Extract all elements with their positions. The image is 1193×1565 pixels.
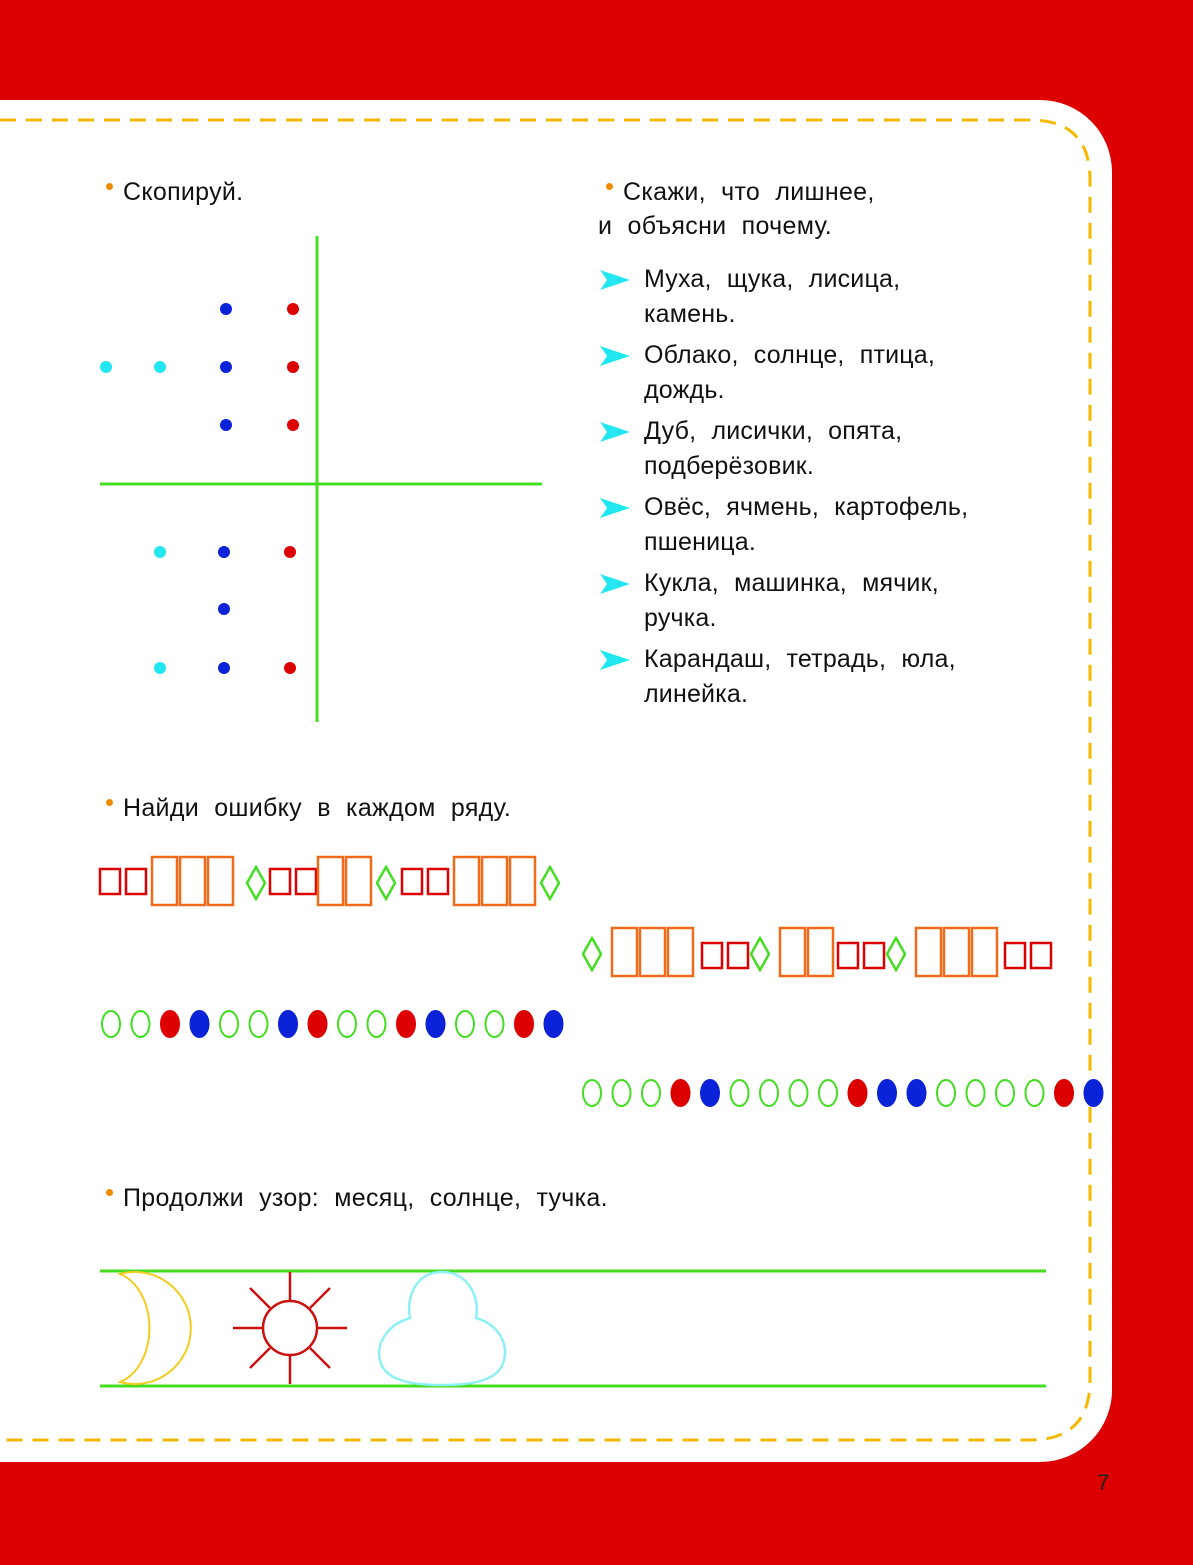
sun-icon <box>233 1272 347 1384</box>
list-item: Кукла, машинка, мячик, ручка. <box>600 566 1040 636</box>
task-mistake-title: Найди ошибку в каждом ряду. <box>106 791 511 825</box>
list-item: Муха, щука, лисица, камень. <box>600 262 1040 332</box>
list-item: Облако, солнце, птица, дождь. <box>600 338 1040 408</box>
list-item: Дуб, лисички, опята, подберёзовик. <box>600 414 1040 484</box>
task-odd-title: Скажи, что лишнее, и объясни почему. <box>598 178 875 240</box>
moon-icon <box>120 1272 191 1384</box>
task-pattern-title: Продолжи узор: месяц, солнце, тучка. <box>106 1181 608 1215</box>
list-item: Карандаш, тетрадь, юла, линейка. <box>600 642 1040 712</box>
page-number: 7 <box>1097 1470 1110 1495</box>
task-copy-title: Скопируй. <box>106 175 243 209</box>
list-item: Овёс, ячмень, картофель, пшеница. <box>600 490 1040 560</box>
cloud-icon <box>379 1272 505 1385</box>
